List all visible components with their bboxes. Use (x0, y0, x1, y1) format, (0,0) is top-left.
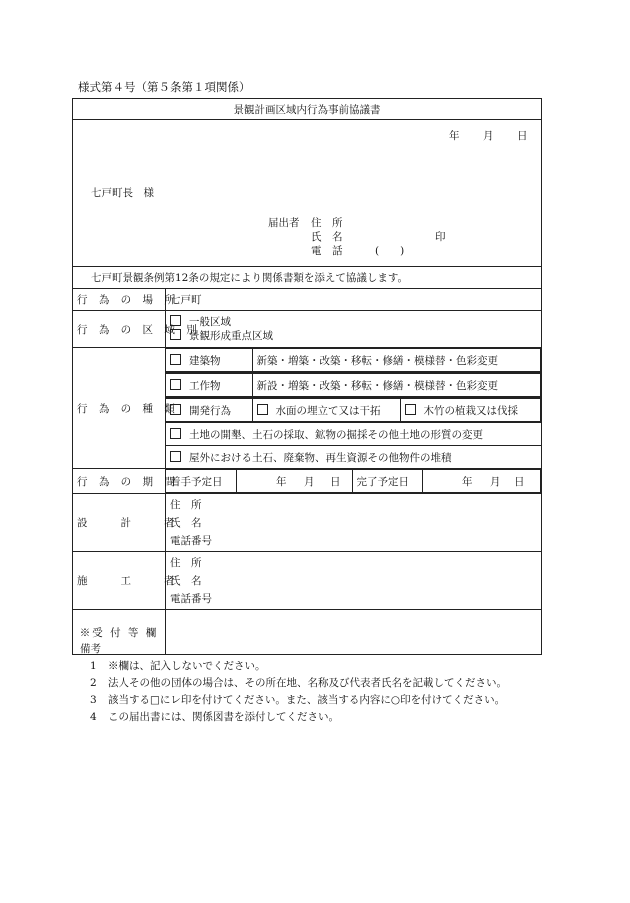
intro-section (73, 120, 542, 267)
applicant-address-label: 住 所 (311, 217, 343, 229)
period-row (166, 469, 542, 494)
kind-development[interactable]: 開発行為 (166, 399, 252, 422)
consultation-form (72, 98, 542, 655)
checkbox-icon[interactable] (257, 404, 268, 415)
designer-label: 設 計 者 (73, 494, 166, 552)
kind-outdoor[interactable]: 屋外における土石、廃棄物、再生資源その他物件の堆積 (166, 446, 542, 469)
date-day: 日 (517, 130, 528, 142)
checkbox-icon[interactable] (170, 404, 181, 415)
form-label: 様式第４号（第５条第１項関係） (78, 80, 251, 94)
checkbox-icon[interactable] (170, 379, 181, 390)
note-item: 2 法人その他の団体の場合は、その所在地、名称及び代表者氏名を記載してください。 (90, 677, 507, 689)
checkbox-icon[interactable] (170, 428, 181, 439)
kind-development-row (166, 398, 542, 423)
notes-section (80, 641, 507, 726)
applicant-phone-label: 電 話 (311, 245, 343, 257)
statement: 七戸町景観条例第12条の規定により関係書類を添えて協議します。 (73, 267, 542, 289)
kind-land[interactable]: 土地の開墾、土石の採取、鉱物の掘採その他土地の形質の変更 (166, 423, 542, 446)
area-options (166, 311, 542, 348)
applicant-phone-paren: ( ) (375, 245, 405, 257)
builder-fields[interactable]: 住 所 氏 名 電話番号 (166, 552, 542, 610)
applicant-label: 届出者 (268, 217, 300, 229)
date-month: 月 (483, 130, 494, 142)
kind-development-landfill[interactable]: 水面の埋立て又は干拓 (252, 399, 400, 422)
designer-fields[interactable]: 住 所 氏 名 電話番号 (166, 494, 542, 552)
place-label: 行 為 の 場 所 (73, 289, 166, 311)
kind-building[interactable]: 建築物 (166, 349, 252, 372)
checkbox-icon[interactable] (170, 354, 181, 365)
area-option-general[interactable]: 一般区域 (170, 315, 537, 329)
checkbox-icon[interactable] (405, 404, 416, 415)
kind-label: 行 為 の 種 類 (73, 348, 166, 469)
period-end-date[interactable]: 年 月 日 (422, 470, 541, 493)
period-end-label: 完了予定日 (352, 470, 422, 493)
seal-mark: 印 (435, 231, 446, 243)
checkbox-icon[interactable] (170, 451, 181, 462)
note-item: 1 ※欄は、記入しないでください。 (90, 660, 266, 672)
area-option-priority[interactable]: 景観形成重点区域 (170, 329, 537, 343)
kind-building-row (166, 348, 542, 373)
period-start-date[interactable]: 年 月 日 (236, 470, 352, 493)
note-item: 3 該当する□にレ印を付けてください。また、該当する内容に○印を付けてください。 (90, 694, 506, 706)
kind-structure-row (166, 373, 542, 398)
applicant-name-label: 氏 名 (311, 231, 343, 243)
note-item: 4 この届出書には、関係図書を添付してください。 (90, 711, 339, 723)
kind-structure[interactable]: 工作物 (166, 374, 252, 397)
kind-building-detail: 新築・増築・改築・移転・修繕・模様替・色彩変更 (252, 349, 541, 372)
area-label: 行 為 の 区 域 別 (73, 311, 166, 348)
period-start-label: 着手予定日 (166, 470, 236, 493)
reception-label: ※受 付 等 欄 (73, 610, 166, 655)
checkbox-icon[interactable] (170, 315, 181, 326)
period-label: 行 為 の 期 間 (73, 469, 166, 494)
kind-structure-detail: 新設・増築・改築・移転・修繕・模様替・色彩変更 (252, 374, 541, 397)
builder-label: 施 工 者 (73, 552, 166, 610)
addressee: 七戸町長 様 (91, 187, 154, 199)
notes-heading: 備考 (80, 643, 101, 655)
place-value: 七戸町 (166, 289, 542, 311)
date-year: 年 (449, 130, 460, 142)
checkbox-icon[interactable] (170, 329, 181, 340)
kind-development-planting[interactable]: 木竹の植栽又は伐採 (400, 399, 541, 422)
form-title: 景観計画区域内行為事前協議書 (73, 99, 542, 120)
